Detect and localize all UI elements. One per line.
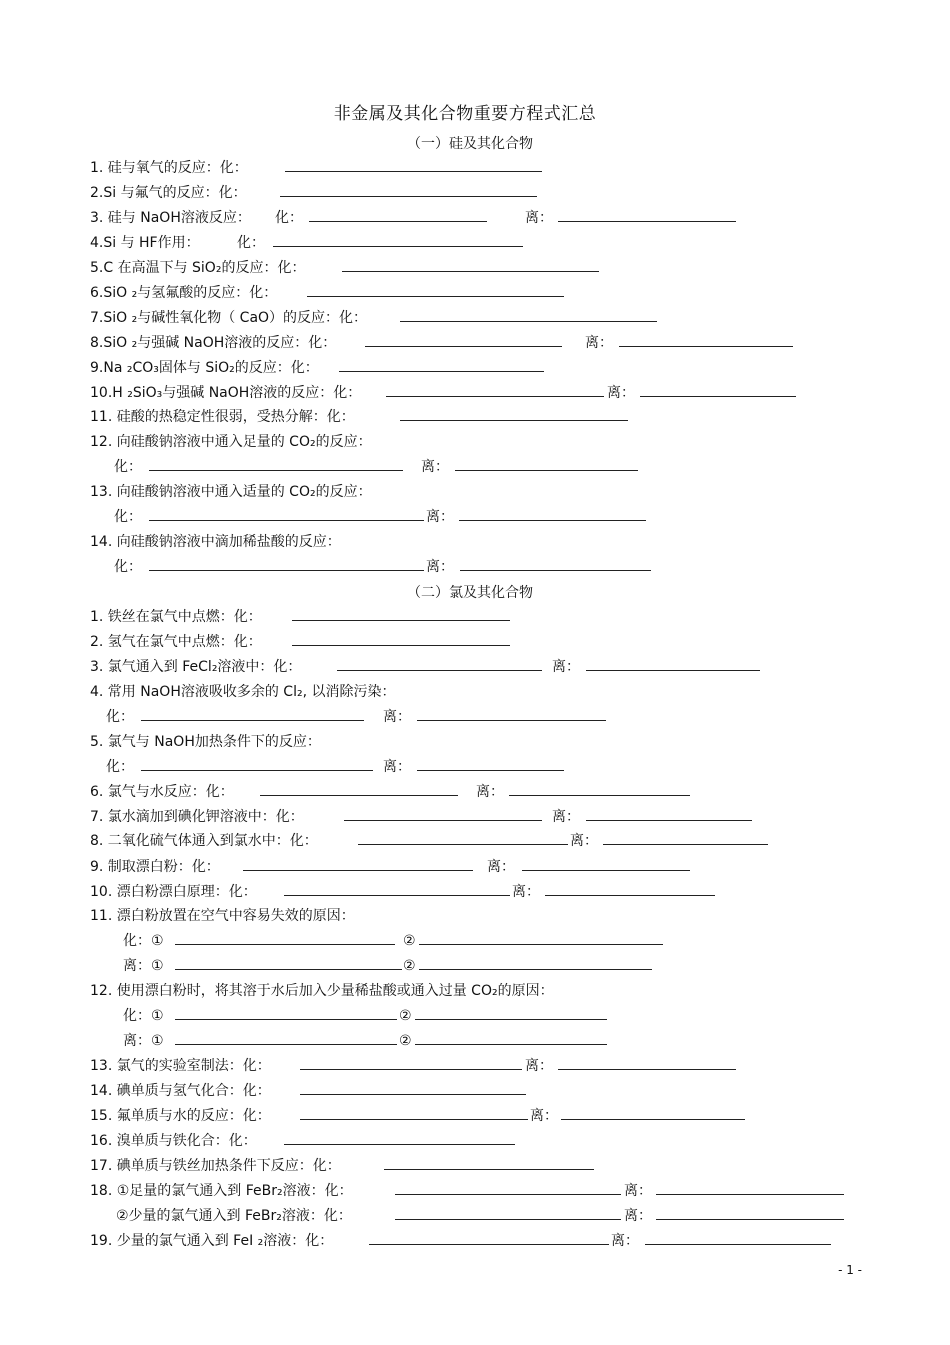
ionic-label: 离：①: [123, 958, 164, 974]
answer-blank-ionic[interactable]: [656, 1205, 844, 1220]
answer-blank-1[interactable]: [175, 955, 402, 970]
question-text: 15. 氟单质与水的反应：化：: [90, 1108, 271, 1124]
answer-blank[interactable]: [342, 257, 599, 272]
ionic-label: 离：: [552, 809, 580, 825]
question-text: 6. 氯气与水反应：化：: [90, 784, 234, 800]
ionic-label: 离：: [525, 1058, 553, 1074]
answer-blank[interactable]: [284, 1130, 515, 1145]
answer-blank[interactable]: [400, 307, 657, 322]
answer-blank-1[interactable]: [175, 1005, 397, 1020]
circled-2-label: ②: [399, 1033, 412, 1049]
circled-2-label: ②: [399, 1008, 412, 1024]
question-text: 10. 漂白粉漂白原理：化：: [90, 884, 257, 900]
answer-blank-chem[interactable]: [309, 207, 487, 222]
chem-label: 化：: [114, 459, 142, 475]
answer-blank[interactable]: [280, 182, 537, 197]
circled-2-label: ②: [403, 958, 416, 974]
ionic-label: 离：: [570, 833, 598, 849]
answer-blank[interactable]: [339, 357, 544, 372]
ionic-label: 离：: [607, 385, 635, 401]
answer-blank-chem[interactable]: [243, 856, 473, 871]
question-text: 14. 碘单质与氢气化合：化：: [90, 1083, 271, 1099]
answer-blank-ionic[interactable]: [640, 382, 796, 397]
question-text: ②少量的氯气通入到 FeBr₂溶液：化：: [116, 1208, 352, 1224]
answer-blank-chem[interactable]: [149, 506, 424, 521]
answer-blank-ionic[interactable]: [545, 881, 715, 896]
answer-blank-ionic[interactable]: [417, 756, 564, 771]
answer-blank-chem[interactable]: [395, 1205, 621, 1220]
ionic-label: 离：: [525, 210, 553, 226]
circled-2-label: ②: [403, 933, 416, 949]
answer-blank-chem[interactable]: [149, 456, 403, 471]
answer-blank-ionic[interactable]: [656, 1180, 844, 1195]
question-text: 1. 硅与氧气的反应：化：: [90, 160, 248, 176]
question-text: 9.Na ₂CO₃固体与 SiO₂的反应：化：: [90, 360, 319, 376]
answer-blank-ionic[interactable]: [645, 1230, 831, 1245]
question-text: 2. 氢气在氯气中点燃：化：: [90, 634, 262, 650]
question-text: 13. 氯气的实验室制法：化：: [90, 1058, 271, 1074]
answer-blank[interactable]: [384, 1155, 594, 1170]
answer-blank[interactable]: [400, 406, 628, 421]
answer-blank-ionic[interactable]: [586, 806, 752, 821]
question-text: 3. 氯气通入到 FeCl₂溶液中：化：: [90, 659, 302, 675]
answer-blank[interactable]: [273, 232, 523, 247]
answer-blank-chem[interactable]: [386, 382, 604, 397]
question-text: 8. 二氧化硫气体通入到氯水中：化：: [90, 833, 318, 849]
answer-blank-2[interactable]: [415, 1030, 607, 1045]
question-text: 19. 少量的氯气通入到 FeI ₂溶液：化：: [90, 1233, 334, 1249]
question-text: 4.Si 与 HF作用：: [90, 235, 200, 251]
answer-blank-chem[interactable]: [337, 656, 542, 671]
answer-blank-2[interactable]: [419, 930, 663, 945]
question-text: 7. 氯水滴加到碘化钾溶液中：化：: [90, 809, 304, 825]
ionic-label: 离：: [624, 1208, 652, 1224]
answer-blank-chem[interactable]: [300, 1105, 528, 1120]
chem-label: 化：: [275, 210, 303, 226]
answer-blank-chem[interactable]: [300, 1055, 522, 1070]
ionic-label: 离：: [530, 1108, 558, 1124]
answer-blank[interactable]: [307, 282, 564, 297]
question-text: 16. 溴单质与铁化合：化：: [90, 1133, 257, 1149]
answer-blank-chem[interactable]: [395, 1180, 621, 1195]
chem-label: 化：: [237, 235, 265, 251]
answer-blank-ionic[interactable]: [561, 1105, 745, 1120]
answer-blank[interactable]: [292, 606, 510, 621]
question-text: 18. ①足量的氯气通入到 FeBr₂溶液：化：: [90, 1183, 353, 1199]
question-text: 13. 向硅酸钠溶液中通入适量的 CO₂的反应：: [90, 484, 372, 500]
question-text: 11. 硅酸的热稳定性很弱，受热分解：化：: [90, 409, 355, 425]
answer-blank-ionic[interactable]: [459, 506, 646, 521]
answer-blank-chem[interactable]: [141, 706, 364, 721]
ionic-label: 离：: [426, 509, 454, 525]
chem-label: 化：: [114, 559, 142, 575]
question-text: 4. 常用 NaOH溶液吸收多余的 Cl₂, 以消除污染：: [90, 684, 396, 700]
chem-label: 化：: [106, 759, 134, 775]
ionic-label: 离：: [512, 884, 540, 900]
question-text: 3. 硅与 NaOH溶液反应：: [90, 210, 251, 226]
ionic-label: 离：: [585, 335, 613, 351]
question-text: 12. 向硅酸钠溶液中通入足量的 CO₂的反应：: [90, 434, 372, 450]
question-text: 11. 漂白粉放置在空气中容易失效的原因：: [90, 908, 355, 924]
answer-blank-ionic[interactable]: [417, 706, 606, 721]
answer-blank-ionic[interactable]: [460, 556, 651, 571]
answer-blank-ionic[interactable]: [619, 332, 793, 347]
question-text: 1. 铁丝在氯气中点燃：化：: [90, 609, 262, 625]
answer-blank-1[interactable]: [175, 1030, 397, 1045]
answer-blank-chem[interactable]: [344, 806, 542, 821]
chem-label: 化：: [114, 509, 142, 525]
ionic-label: 离：: [552, 659, 580, 675]
answer-blank-chem[interactable]: [149, 556, 424, 571]
question-text: 8.SiO ₂与强碱 NaOH溶液的反应：化：: [90, 335, 337, 351]
question-text: 2.Si 与氟气的反应：化：: [90, 185, 247, 201]
answer-blank-ionic[interactable]: [558, 207, 736, 222]
answer-blank[interactable]: [292, 631, 510, 646]
answer-blank-ionic[interactable]: [586, 656, 760, 671]
answer-blank[interactable]: [285, 157, 542, 172]
answer-blank-chem[interactable]: [141, 756, 373, 771]
ionic-label: 离：: [383, 709, 411, 725]
answer-blank-ionic[interactable]: [522, 856, 690, 871]
answer-blank-chem[interactable]: [365, 332, 562, 347]
answer-blank-chem[interactable]: [358, 830, 568, 845]
ionic-label: 离：: [611, 1233, 639, 1249]
chem-label: 化：①: [123, 1008, 164, 1024]
section-heading-chlorine: （二）氯及其化合物: [407, 585, 533, 601]
answer-blank-ionic[interactable]: [509, 781, 690, 796]
ionic-label: 离：: [487, 859, 515, 875]
answer-blank-2[interactable]: [419, 955, 652, 970]
question-text: 9. 制取漂白粉：化：: [90, 859, 220, 875]
answer-blank-chem[interactable]: [284, 881, 510, 896]
page-number: - 1 -: [838, 1263, 862, 1277]
question-text: 10.H ₂SiO₃与强碱 NaOH溶液的反应：化：: [90, 385, 362, 401]
answer-blank-ionic[interactable]: [558, 1055, 736, 1070]
question-text: 6.SiO ₂与氢氟酸的反应：化：: [90, 285, 278, 301]
ionic-label: 离：: [426, 559, 454, 575]
answer-blank-chem[interactable]: [260, 781, 458, 796]
question-text: 7.SiO ₂与碱性氧化物（ CaO）的反应：化：: [90, 310, 368, 326]
answer-blank-1[interactable]: [175, 930, 395, 945]
chem-label: 化：①: [123, 933, 164, 949]
question-text: 12. 使用漂白粉时，将其溶于水后加入少量稀盐酸或通入过量 CO₂的原因：: [90, 983, 554, 999]
answer-blank-ionic[interactable]: [603, 830, 768, 845]
ionic-label: 离：: [383, 759, 411, 775]
question-text: 14. 向硅酸钠溶液中滴加稀盐酸的反应：: [90, 534, 341, 550]
question-text: 5. 氯气与 NaOH加热条件下的反应：: [90, 734, 321, 750]
question-text: 5.C 在高温下与 SiO₂的反应：化：: [90, 260, 306, 276]
ionic-label: 离：: [476, 784, 504, 800]
question-text: 17. 碘单质与铁丝加热条件下反应：化：: [90, 1158, 341, 1174]
answer-blank-ionic[interactable]: [455, 456, 638, 471]
answer-blank[interactable]: [300, 1080, 526, 1095]
page-title: 非金属及其化合物重要方程式汇总: [333, 104, 597, 124]
ionic-label: 离：: [421, 459, 449, 475]
section-heading-silicon: （一）硅及其化合物: [407, 136, 533, 152]
answer-blank-2[interactable]: [415, 1005, 607, 1020]
answer-blank-chem[interactable]: [369, 1230, 609, 1245]
chem-label: 化：: [106, 709, 134, 725]
ionic-label: 离：: [624, 1183, 652, 1199]
ionic-label: 离：①: [123, 1033, 164, 1049]
